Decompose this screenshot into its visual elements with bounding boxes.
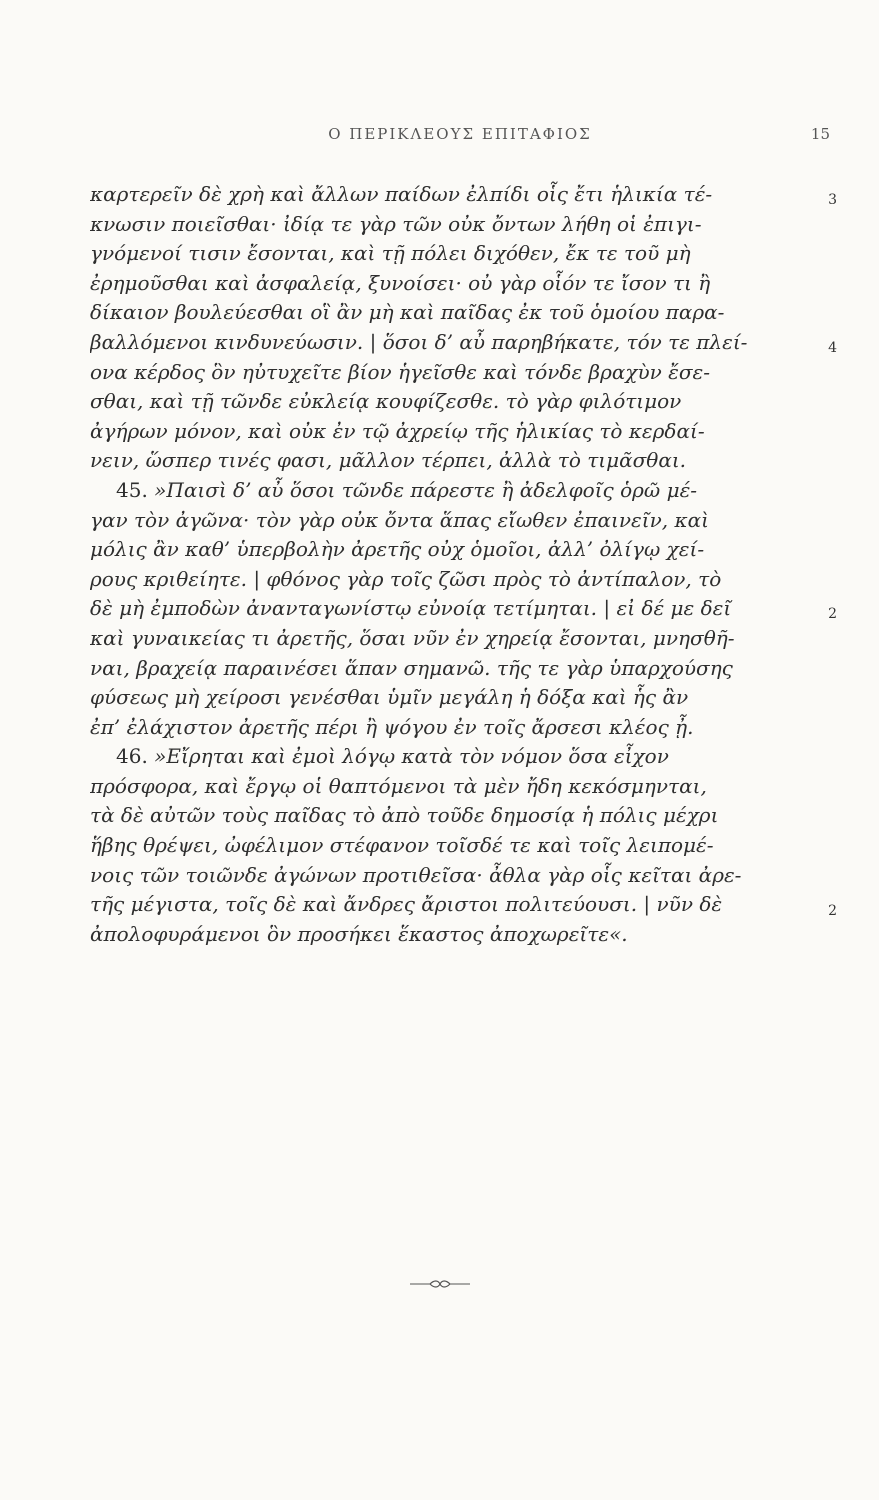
text-line: ἀπολοφυράμενοι ὃν προσήκει ἕκαστος ἀποχωρεῖτε«. [90, 921, 628, 946]
text-line: ἐρημοῦσθαι καὶ ἀσφαλείᾳ, ξυνοίσει· οὐ γὰρ οἷόν τε ἴσον τι ἢ [90, 270, 711, 295]
text-line: σθαι, καὶ τῇ τῶνδε εὐκλείᾳ κουφίζεσθε. τὸ γὰρ φιλότιμον [90, 389, 682, 414]
text-line: 46. »Εἴρηται καὶ ἐμοὶ λόγῳ κατὰ τὸν νόμον ὅσα εἶχον [116, 744, 669, 769]
text-line: γαν τὸν ἀγῶνα· τὸν γὰρ οὐκ ὄντα ἅπας εἴωθεν ἐπαινεῖν, καὶ [90, 507, 709, 532]
margin-number: 3 [828, 192, 837, 208]
text-line: νειν, ὥσπερ τινές φασι, μᾶλλον τέρπει, ἀλλὰ τὸ τιμᾶσθαι. [90, 448, 687, 473]
text-line: νοις τῶν τοιῶνδε ἀγώνων προτιθεῖσα· ἆθλα γὰρ οἷς κεῖται ἀρε- [90, 862, 742, 887]
text-line: δὲ μὴ ἐμποδὼν ἀνανταγωνίστῳ εὐνοίᾳ τετίμηται. | εἰ δέ με δεῖ [90, 596, 732, 621]
text-line: ἥβης θρέψει, ὠφέλιμον στέφανον τοῖσδέ τε καὶ τοῖς λειπομέ- [90, 833, 714, 858]
page-header [90, 125, 830, 149]
text-line: μόλις ἂν καθ’ ὑπερβολὴν ἀρετῆς οὐχ ὁμοῖοι, ἀλλ’ ὀλίγῳ χεί- [90, 537, 705, 562]
body-text [90, 180, 837, 949]
margin-number: 2 [828, 606, 837, 622]
text-line: καρτερεῖν δὲ χρὴ καὶ ἄλλων παίδων ἐλπίδι οἷς ἔτι ἡλικία τέ- [90, 182, 713, 206]
text-line: τῆς μέγιστα, τοῖς δὲ καὶ ἄνδρες ἄριστοι πολιτεύουσι. | νῦν δὲ [90, 892, 723, 917]
section-number: 46. [116, 744, 148, 769]
text-line: καὶ γυναικείας τι ἀρετῆς, ὅσαι νῦν ἐν χηρείᾳ ἔσονται, μνησθῆ- [90, 625, 735, 650]
text-line: φύσεως μὴ χείροσι γενέσθαι ὑμῖν μεγάλη ἡ δόξα καὶ ἧς ἂν [90, 685, 689, 710]
text-line: γνόμενοί τισιν ἔσονται, καὶ τῇ πόλει διχόθεν, ἔκ τε τοῦ μὴ [90, 241, 691, 266]
text-line: πρόσφορα, καὶ ἔργῳ οἱ θαπτόμενοι τὰ μὲν ἤδη κεκόσμηνται, [90, 773, 707, 798]
page-number: 15 [810, 125, 830, 143]
text-line: 45. »Παισὶ δ’ αὖ ὅσοι τῶνδε πάρεστε ἢ ἀδελφοῖς ὁρῶ μέ- [116, 477, 698, 502]
margin-number: 4 [828, 340, 837, 356]
text-line: ἀγήρων μόνον, καὶ οὐκ ἐν τῷ ἀχρείῳ τῆς ἡλικίας τὸ κερδαί- [90, 418, 705, 443]
margin-number: 2 [828, 903, 837, 919]
text-line: κνωσιν ποιεῖσθαι· ἰδίᾳ τε γὰρ τῶν οὐκ ὄντων λήθη οἱ ἐπιγι- [90, 211, 702, 236]
text-line: δίκαιον βουλεύεσθαι οἳ ἂν μὴ καὶ παῖδας ἐκ τοῦ ὁμοίου παρα- [90, 300, 725, 325]
end-ornament-icon [410, 1279, 470, 1289]
text-line: ναι, βραχείᾳ παραινέσει ἅπαν σημανῶ. τῆς τε γὰρ ὑπαρχούσης [90, 655, 733, 680]
running-title: Ο ΠΕΡΙΚΛΕΟΥΣ ΕΠΙΤΑΦΙΟΣ [328, 125, 592, 143]
text-line: ἐπ’ ἐλάχιστον ἀρετῆς πέρι ἢ ψόγου ἐν τοῖς ἄρσεσι κλέος ᾖ. [90, 714, 694, 739]
text-line: ρους κριθείητε. | φθόνος γὰρ τοῖς ζῶσι πρὸς τὸ ἀντίπαλον, τὸ [90, 566, 722, 591]
text-line: ονα κέρδος ὃν ηὐτυχεῖτε βίον ἡγεῖσθε καὶ τόνδε βραχὺν ἔσε- [90, 359, 711, 384]
text-line: βαλλόμενοι κινδυνεύωσιν. | ὅσοι δ’ αὖ παρηβήκατε, τόν τε πλεί- [90, 329, 748, 354]
section-number: 45. [116, 477, 148, 502]
text-line: τὰ δὲ αὐτῶν τοὺς παῖδας τὸ ἀπὸ τοῦδε δημοσίᾳ ἡ πόλις μέχρι [90, 803, 719, 828]
